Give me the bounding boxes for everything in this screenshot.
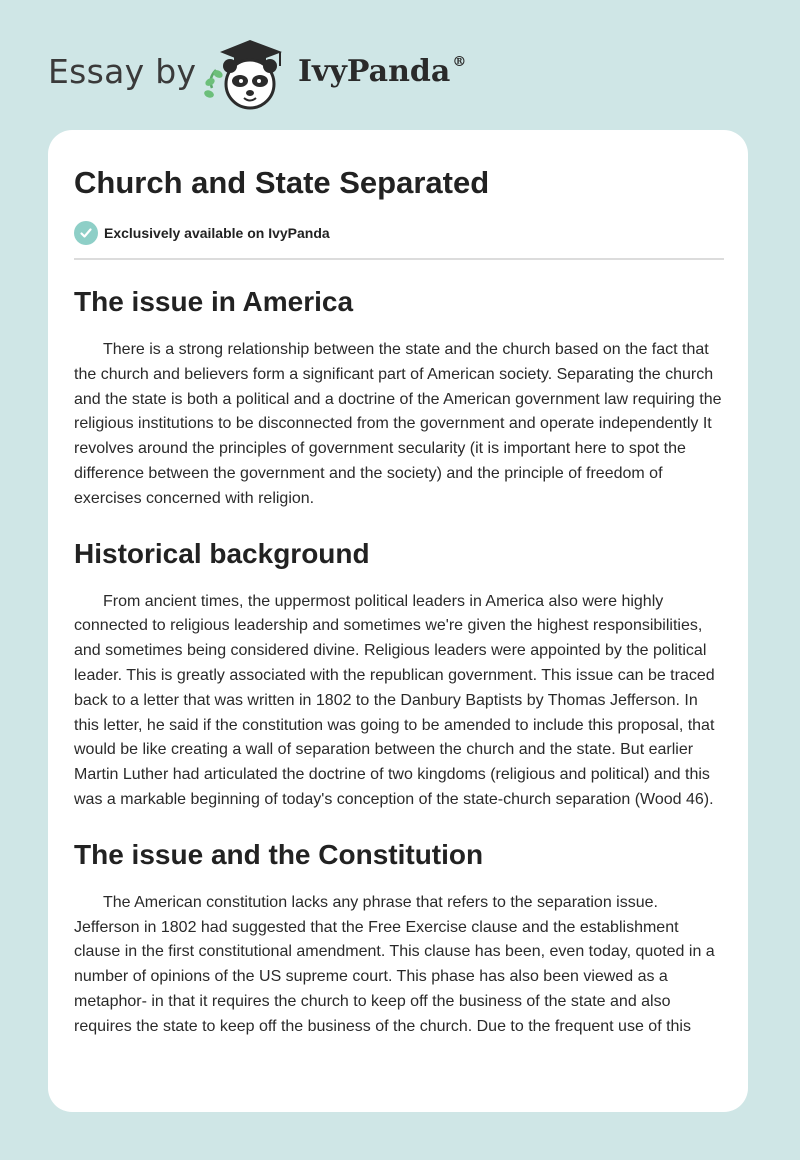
badge-text: Exclusively available on IvyPanda [104, 225, 330, 241]
section-paragraph: The American constitution lacks any phrase that refers to the separation issue. Jefferson in 1802 had suggested that the Free Exercise clause and the establishment clause in the first constitutional amendment. This clause has been, even today, quoted in a number of opinions of the US supreme court. This phase has also been viewed as a metaphor- in that it requires the church to keep off the business of the state and also requires the state to keep off the business of the church. Due to the frequent use of this [74, 893, 715, 1035]
site-header [48, 32, 508, 112]
divider [74, 258, 724, 260]
checkmark-icon [74, 221, 98, 245]
essay-card [48, 130, 748, 1112]
section-heading: The issue in America [74, 286, 354, 317]
section-paragraph: There is a strong relationship between the state and the church based on the fact that the church and believers form a significant part of American society. Separating the church and the state is both a political and a doctrine of the American government law requiring the religious institutions to be disconnected from the government and operate independently It revolves around the principles of government secularity (it is important here to spot the difference between the government and the society) and the principle of freedom of exercises concerned with religion. [74, 341, 722, 507]
exclusive-badge [74, 220, 724, 246]
page-title: Church and State Separated [74, 165, 490, 200]
panda-logo-icon[interactable] [200, 36, 290, 112]
section-heading: The issue and the Constitution [74, 838, 484, 870]
essay-by-label: Essay by [48, 52, 197, 91]
brand-name[interactable]: IvyPanda ® [298, 54, 467, 89]
section-paragraph: From ancient times, the uppermost political leaders in America also were highly connected to religious leadership and sometimes we're given the highest responsibilities, and sometimes being considered divine. Religious leaders were appointed by the political leader. This is greatly associated with the republican government. This issue can be traced back to a letter that was written in 1802 to the Danbury Baptists by Thomas Jefferson. In this letter, he said if the constitution was going to be amended to include this proposal, that would be like creating a wall of separation between the church and the state. But earlier Martin Luther had articulated the doctrine of two kingdoms (religious and political) and this was a markable beginning of today's conception of the state-church separation (Wood 46). [74, 592, 715, 808]
section-heading: Historical background [74, 537, 370, 569]
